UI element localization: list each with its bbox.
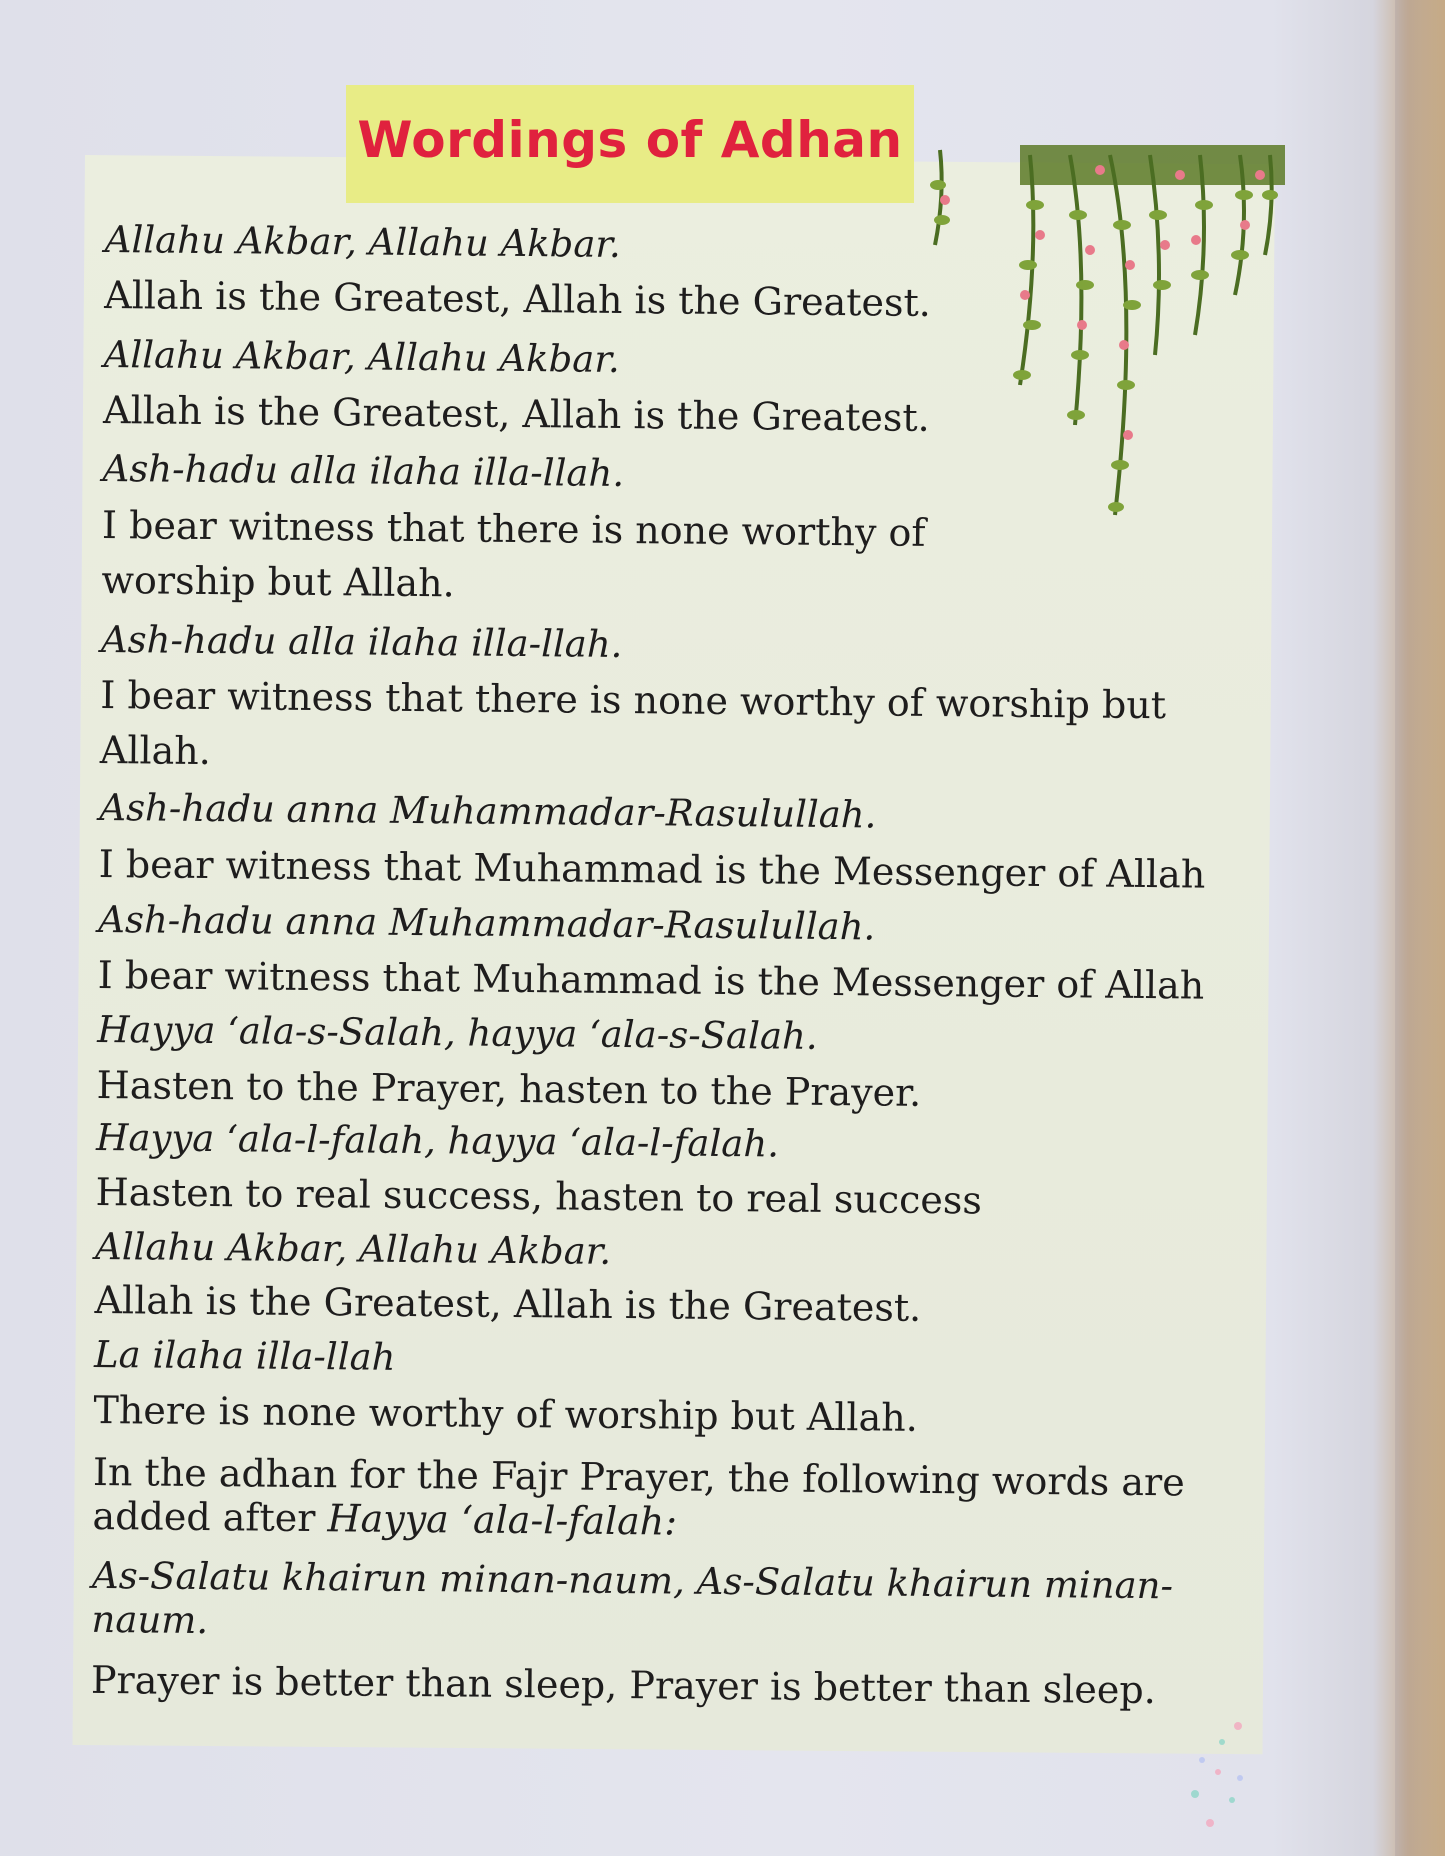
adhan-line: Ash-hadu anna Muhammadar-Rasulullah. [99,785,877,837]
adhan-line: Ash-hadu anna Muhammadar-Rasulullah. [98,897,876,949]
sparkle-decoration [1140,1720,1250,1840]
page-title: Wordings of Adhan [357,111,903,169]
adhan-line: worship but Allah. [101,557,455,606]
adhan-line: Hayya ‘ala-l-falah, hayya ‘ala-l-falah. [95,1115,780,1166]
adhan-line: There is none worthy of worship but Allah. [93,1387,918,1440]
adhan-line: Hasten to the Prayer, hasten to the Prayer. [96,1062,922,1115]
fajr-translation: Prayer is better than sleep, Prayer is better than sleep. [90,1657,1157,1713]
adhan-line: Hasten to real success, hasten to real success [95,1169,983,1223]
title-banner [346,85,914,203]
fajr-addition: As-Salatu khairun minan-naum, As-Salatu khairun minan-naum. [91,1553,1174,1643]
adhan-line: Hayya ‘ala-s-Salah, hayya ‘ala-s-Salah. [97,1007,818,1058]
adhan-line: I bear witness that there is none worthy of [101,502,926,555]
adhan-line: La ilaha illa-llah [93,1332,396,1379]
fajr-note [92,1450,1213,1549]
adhan-line: Allah is the Greatest, Allah is the Greatest. [94,1277,922,1330]
fajr-note-emphasis: Hayya ‘ala-l-falah: [327,1496,678,1544]
hanging-vines-illustration [900,135,1285,555]
adhan-line: Allah is the Greatest, Allah is the Greatest. [104,272,932,325]
adhan-line: Ash-hadu alla ilaha illa-llah. [102,446,625,495]
fajr-note-text: In the adhan for the Fajr Prayer, the following words are added after [92,1449,1185,1541]
adhan-line: Allahu Akbar, Allahu Akbar. [103,332,620,381]
adhan-line: Allahu Akbar, Allahu Akbar. [104,218,622,266]
adhan-line: Allahu Akbar, Allahu Akbar. [94,1224,612,1273]
adhan-line: Ash-hadu alla ilaha illa-llah. [100,617,623,666]
adhan-line: I bear witness that Muhammad is the Messenger of Allah [97,952,1205,1008]
adhan-line: Allah is the Greatest, Allah is the Greatest. [102,387,930,440]
adhan-line: I bear witness that Muhammad is the Messenger of Allah [98,841,1206,897]
adhan-line: Allah. [99,727,212,774]
adhan-line: I bear witness that there is none worthy of worship but [100,672,1167,728]
page-edge-shadow [1395,0,1445,1856]
